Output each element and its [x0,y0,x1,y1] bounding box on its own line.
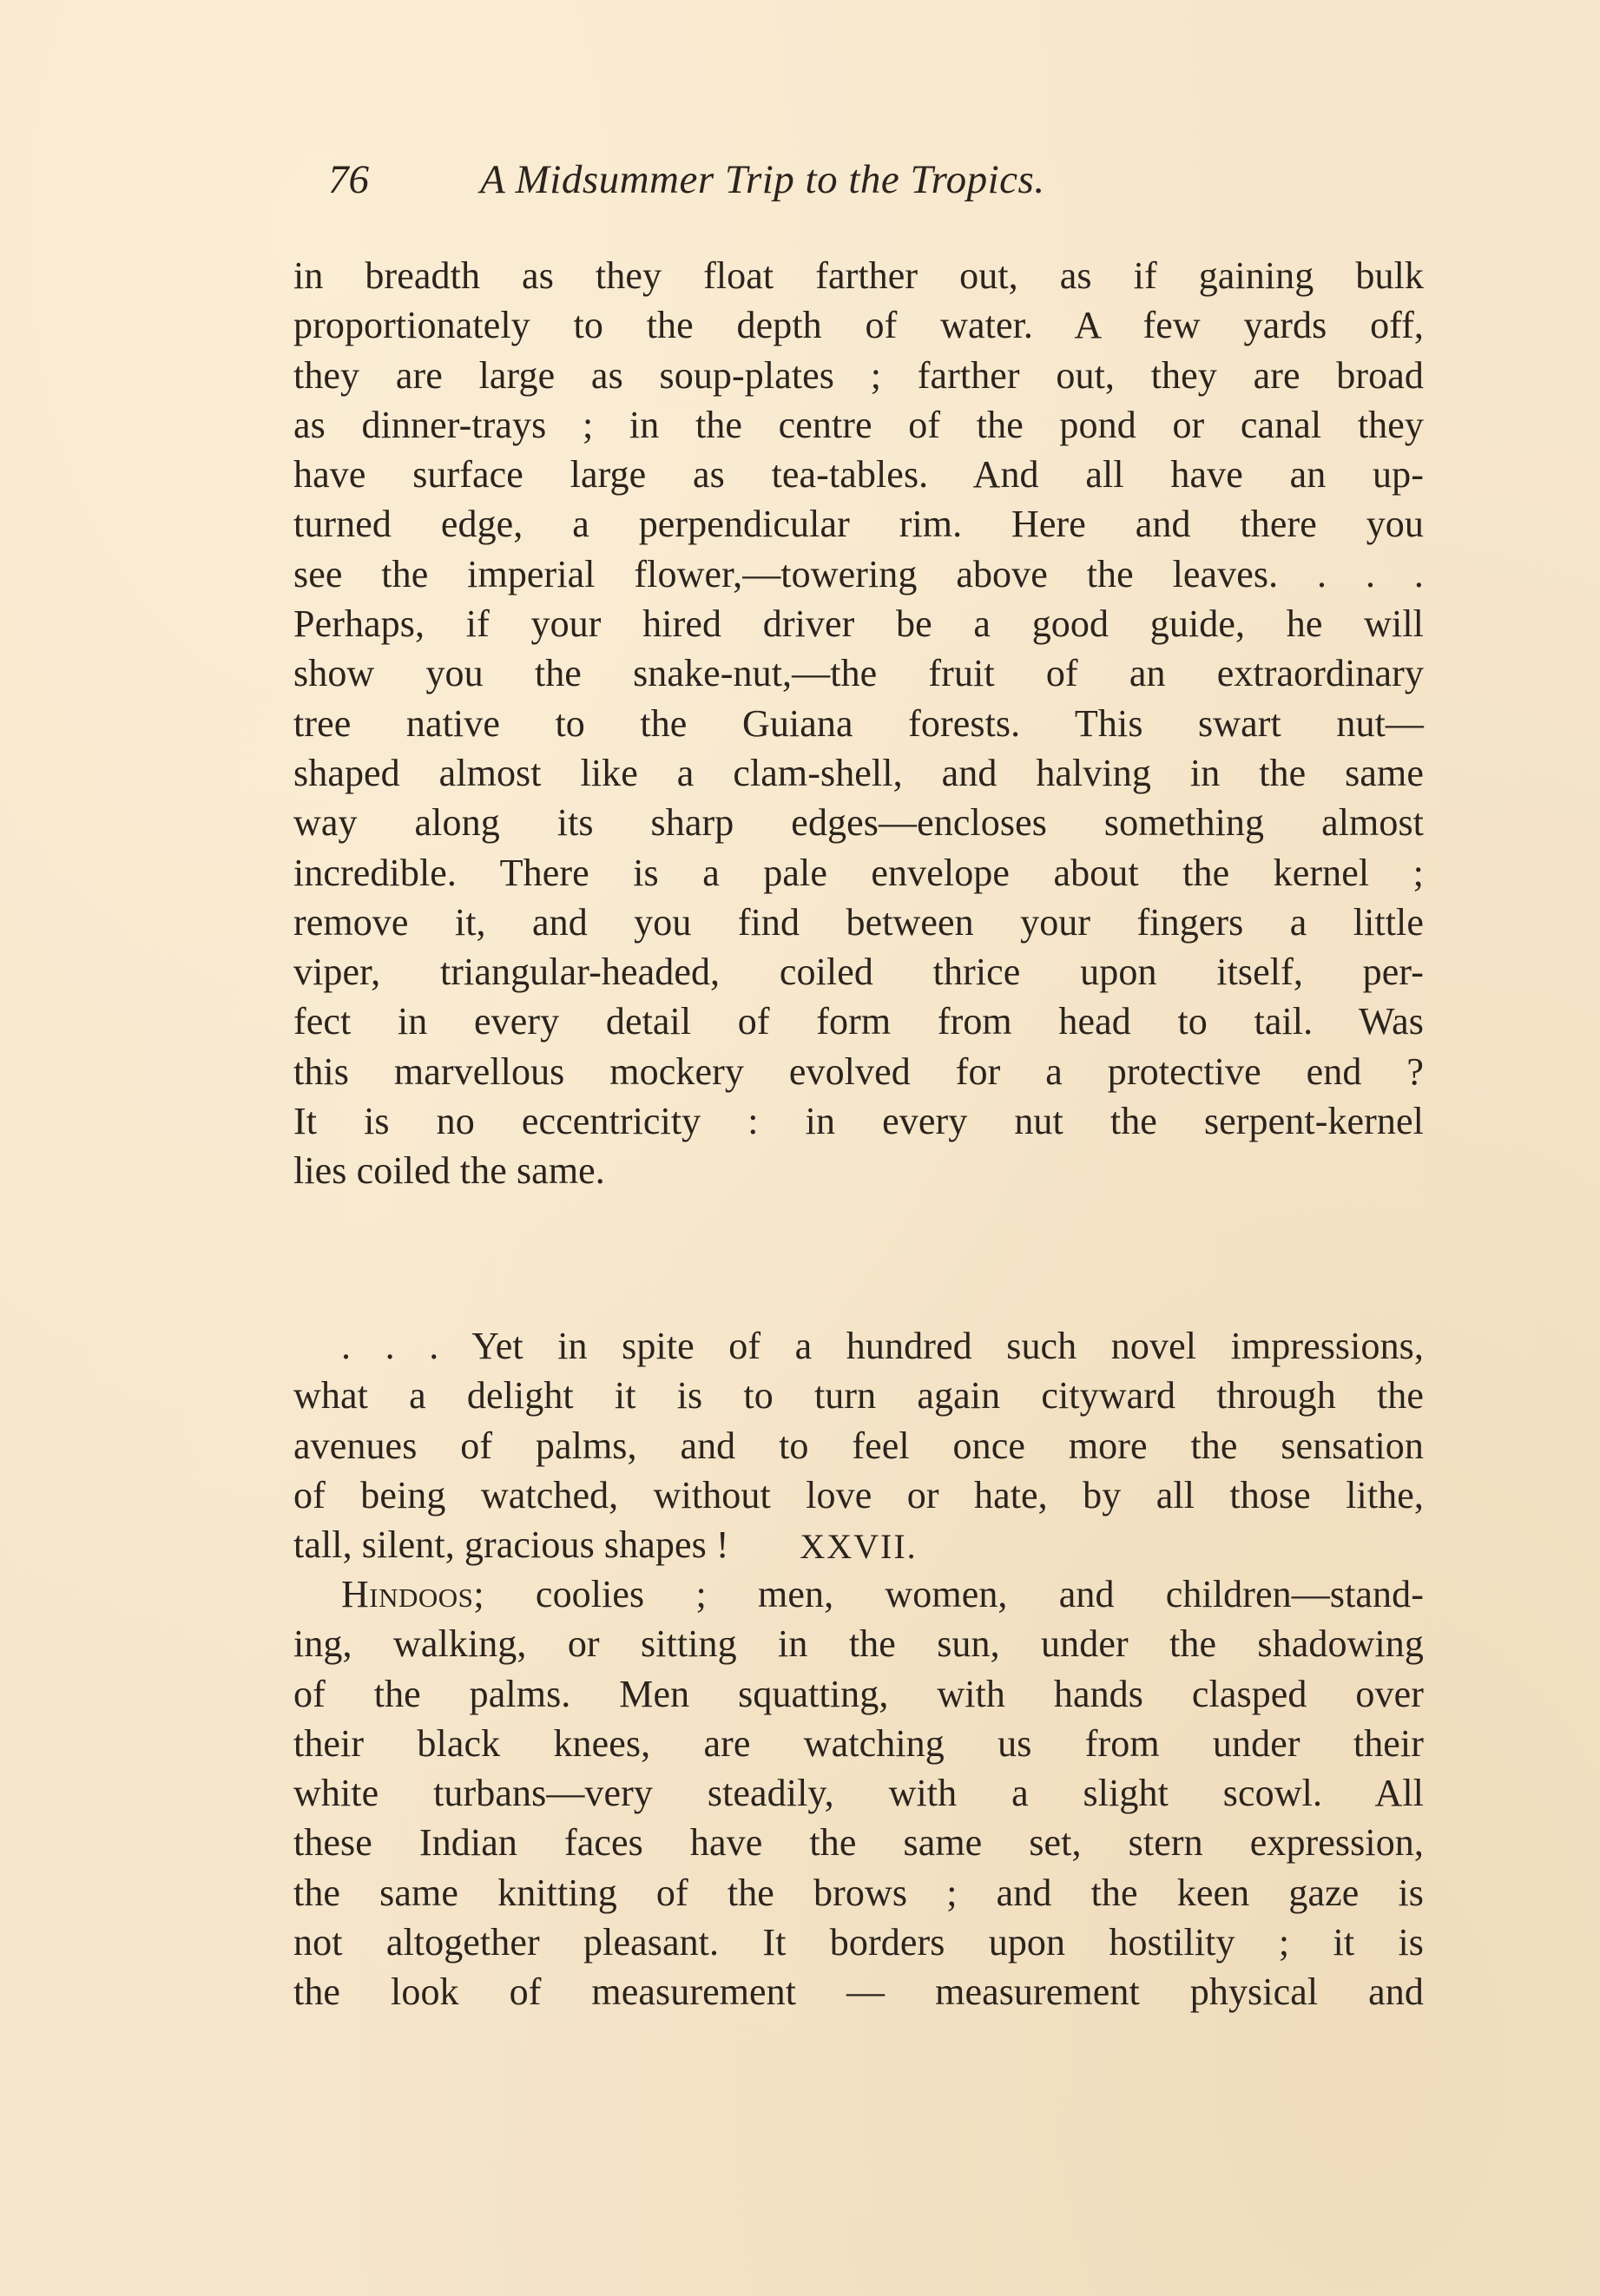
text-line: proportionately to the depth of water. A few yards off, [293,304,1424,347]
text-line: ing, walking, or sitting in the sun, under the shadowing [293,1622,1424,1666]
text-line: white turbans—very steadily, with a slight scowl. All [293,1772,1424,1815]
page-number: 76 [328,157,369,202]
text-line: tree native to the Guiana forests. This swart nut— [293,701,1424,745]
first-line-rest: ; coolies ; men, women, and children—stand- [473,1573,1424,1615]
running-head [328,149,1283,210]
book-title: A Midsummer Trip to the Tropics. [480,157,1045,202]
chapter-paragraph [293,1569,1424,2017]
chapter-heading: XXVII. [800,1527,918,1566]
text-line: incredible. There is a pale envelope about the kernel ; [293,851,1424,894]
text-line: the look of measurement — measurement physical and [293,1970,1424,2014]
text-line: fect in every detail of form from head to tail. Was [293,1000,1424,1043]
text-line: of the palms. Men squatting, with hands clasped over [293,1672,1424,1715]
text-line: of being watched, without love or hate, by all those lithe, [293,1473,1424,1516]
text-line: these Indian faces have the same set, stern expression, [293,1821,1424,1865]
text-line: see the imperial flower,—towering above the leaves. . . . [293,552,1424,595]
text-line: as dinner-trays ; in the centre of the pond or canal they [293,403,1424,446]
lead-word: Hindoos [341,1573,474,1615]
text-line: show you the snake-nut,—the fruit of an extraordinary [293,652,1424,695]
text-line: way along its sharp edges—encloses something almost [293,801,1424,845]
text-line: lies coiled the same. [293,1149,605,1193]
text-line: remove it, and you find between your fingers a little [293,900,1424,944]
text-line: shaped almost like a clam-shell, and halving in the same [293,751,1424,794]
text-line: viper, triangular-headed, coiled thrice upon itself, per- [293,951,1424,994]
text-line: their black knees, are watching us from under their [293,1721,1424,1765]
text-line: they are large as soup-plates ; farther out, they are broad [293,353,1424,397]
paragraph-continued [293,251,1424,1196]
text-line: Perhaps, if your hired driver be a good guide, he will [293,602,1424,646]
text-line: what a delight it is to turn again cityward through the [293,1374,1424,1418]
text-line: avenues of palms, and to feel once more the sensation [293,1424,1424,1467]
text-line: turned edge, a perpendicular rim. Here and there you [293,503,1424,546]
text-line: the same knitting of the brows ; and the keen gaze is [293,1871,1424,1914]
text-line: this marvellous mockery evolved for a protective end ? [293,1049,1424,1093]
text-line: It is no eccentricity : in every nut the serpent-kernel [293,1100,1424,1143]
text-line: have surface large as tea-tables. And all have an up- [293,453,1424,497]
text-line: . . . Yet in spite of a hundred such novel impressions, [341,1325,1424,1367]
text-line: not altogether pleasant. It borders upon hostility ; it is [293,1921,1424,1964]
text-line: tall, silent, gracious shapes ! [293,1523,729,1567]
text-line: in breadth as they float farther out, as if gaining bulk [293,254,1424,297]
text-line-first [293,1569,1424,1619]
